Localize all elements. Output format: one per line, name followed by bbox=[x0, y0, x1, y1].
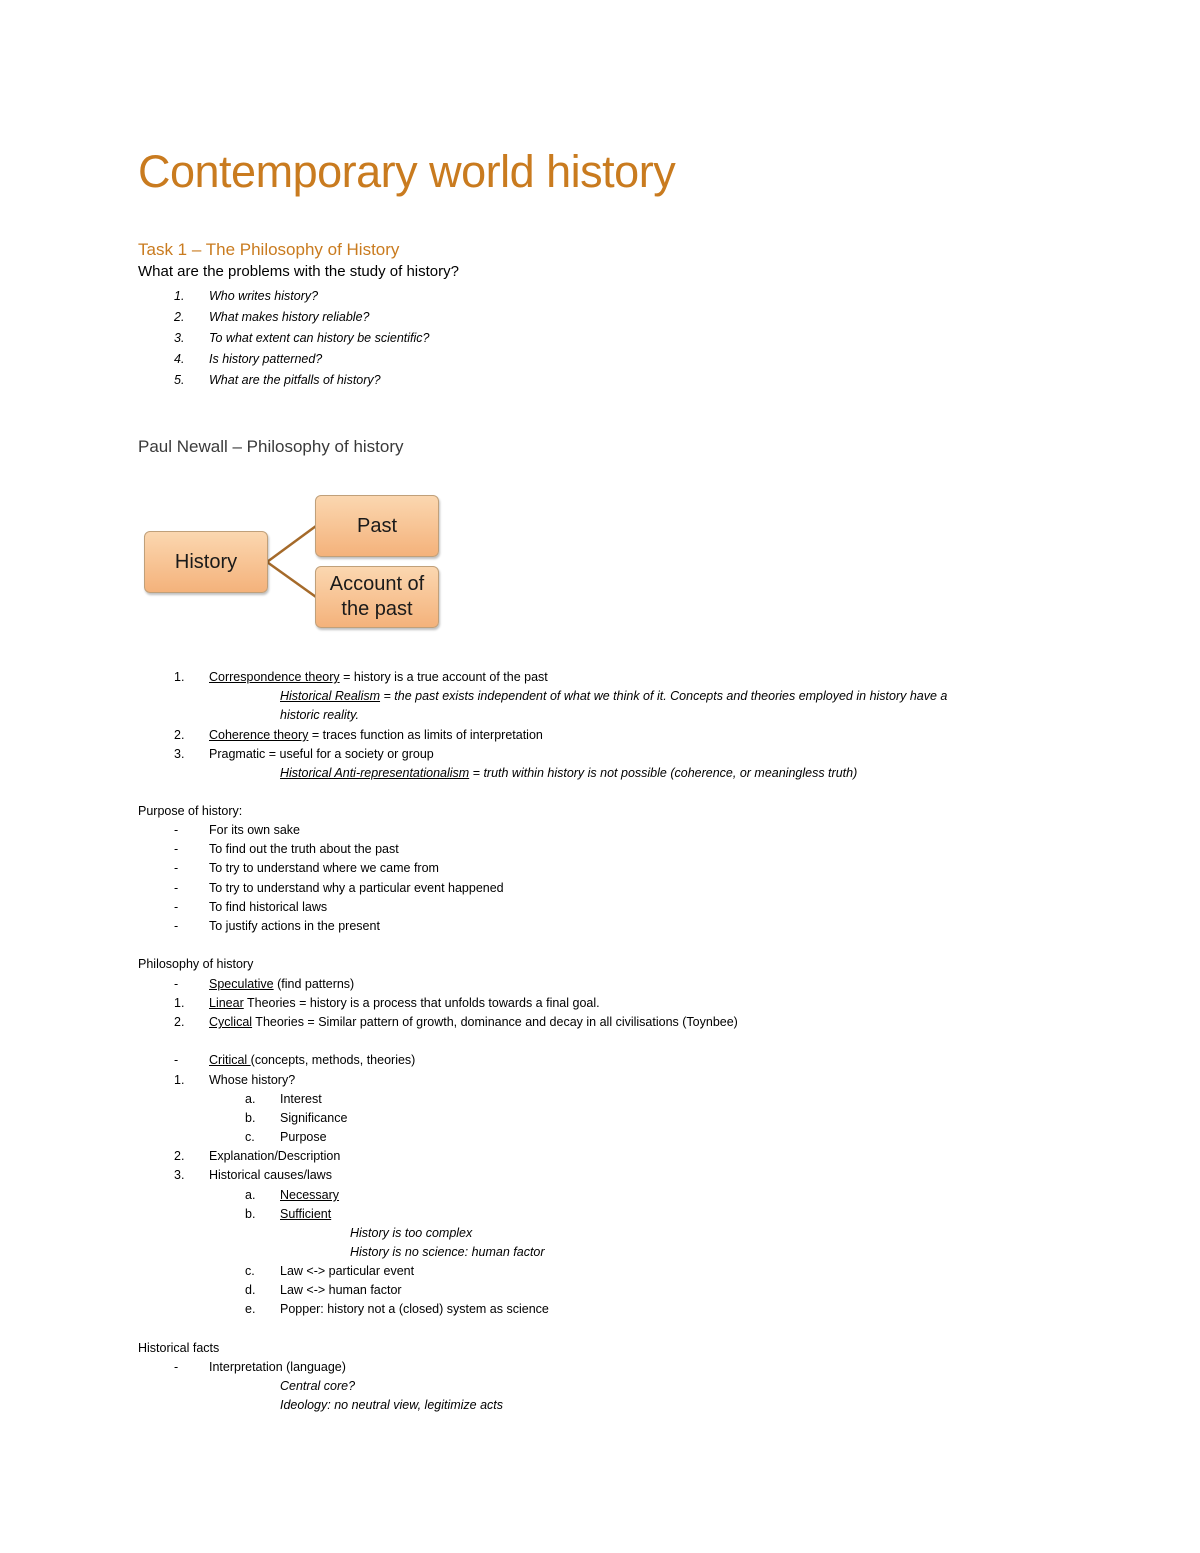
list-item-number: 2. bbox=[174, 1149, 185, 1163]
critical-item bbox=[209, 1053, 415, 1067]
sub-item-letter: d. bbox=[245, 1283, 256, 1297]
anti-definition: = truth within history is not possible (coherence, or meaningless truth) bbox=[469, 766, 858, 780]
theory-coherence bbox=[209, 728, 543, 742]
bullet-dash: - bbox=[174, 842, 179, 856]
diagram-connectors bbox=[0, 0, 1200, 700]
sub-item-letter: c. bbox=[245, 1130, 255, 1144]
ideology-note: Ideology: no neutral view, legitimize acts bbox=[280, 1398, 504, 1412]
critical-desc: (concepts, methods, theories) bbox=[250, 1053, 416, 1067]
list-item-number: 3. bbox=[174, 331, 185, 345]
bullet-dash: - bbox=[174, 1360, 179, 1374]
sub-item: Law <-> particular event bbox=[280, 1264, 415, 1278]
theory-term: Correspondence theory bbox=[209, 670, 340, 684]
list-item: What are the pitfalls of history? bbox=[209, 373, 381, 387]
central-note: Central core? bbox=[280, 1379, 356, 1393]
sub-item-letter: a. bbox=[245, 1092, 256, 1106]
sufficient-item: Sufficient bbox=[280, 1207, 332, 1221]
cyclical-item bbox=[209, 1015, 738, 1029]
realism-continuation: historic reality. bbox=[280, 708, 359, 722]
bullet-dash: - bbox=[174, 1053, 179, 1067]
noscience-note: History is no science: human factor bbox=[350, 1245, 545, 1259]
sub-item-letter: e. bbox=[245, 1302, 256, 1316]
sub-item-letter: b. bbox=[245, 1207, 256, 1221]
anti-representationalism bbox=[280, 766, 857, 780]
speculative-term: Speculative bbox=[209, 977, 274, 991]
speculative-item bbox=[209, 977, 354, 991]
sub-item-letter: a. bbox=[245, 1188, 256, 1202]
critical-term: Critical bbox=[209, 1053, 251, 1067]
theory-term: Coherence theory bbox=[209, 728, 309, 742]
complex-note: History is too complex bbox=[350, 1226, 473, 1240]
sub-item: Popper: history not a (closed) system as science bbox=[280, 1302, 549, 1316]
sub-item: Law <-> human factor bbox=[280, 1283, 402, 1297]
facts-heading: Historical facts bbox=[138, 1341, 220, 1355]
purpose-item: For its own sake bbox=[209, 823, 301, 837]
list-item-number: 3. bbox=[174, 1168, 185, 1182]
cyclical-term: Cyclical bbox=[209, 1015, 253, 1029]
sub-item: Significance bbox=[280, 1111, 348, 1125]
diagram-node-history: History bbox=[144, 531, 268, 593]
list-item: Who writes history? bbox=[209, 289, 319, 303]
sub-item: Purpose bbox=[280, 1130, 327, 1144]
bullet-dash: - bbox=[174, 977, 179, 991]
philosophy-heading: Philosophy of history bbox=[138, 957, 254, 971]
bullet-dash: - bbox=[174, 861, 179, 875]
speculative-desc: (find patterns) bbox=[273, 977, 355, 991]
explanation-item: Explanation/Description bbox=[209, 1149, 341, 1163]
page-title: Contemporary world history bbox=[138, 146, 676, 197]
list-item-number: 1. bbox=[174, 996, 185, 1010]
list-item-number: 2. bbox=[174, 310, 185, 324]
list-item-number: 4. bbox=[174, 352, 185, 366]
diagram-node-past: Past bbox=[315, 495, 439, 557]
purpose-heading: Purpose of history: bbox=[138, 804, 243, 818]
theory-definition: = history is a true account of the past bbox=[339, 670, 548, 684]
necessary-item: Necessary bbox=[280, 1188, 340, 1202]
list-item-number: 5. bbox=[174, 373, 185, 387]
newall-heading: Paul Newall – Philosophy of history bbox=[138, 437, 404, 456]
purpose-item: To find out the truth about the past bbox=[209, 842, 399, 856]
list-item-number: 1. bbox=[174, 289, 185, 303]
bullet-dash: - bbox=[174, 900, 179, 914]
list-item: To what extent can history be scientific? bbox=[209, 331, 430, 345]
linear-item bbox=[209, 996, 600, 1010]
bullet-dash: - bbox=[174, 919, 179, 933]
sub-item-letter: c. bbox=[245, 1264, 255, 1278]
realism-term: Historical Realism bbox=[280, 689, 381, 703]
list-item-number: 3. bbox=[174, 747, 185, 761]
anti-term: Historical Anti-representationalism bbox=[280, 766, 470, 780]
bullet-dash: - bbox=[174, 881, 179, 895]
theory-definition: = traces function as limits of interpretation bbox=[308, 728, 543, 742]
purpose-item: To justify actions in the present bbox=[209, 919, 380, 933]
sub-item: Interest bbox=[280, 1092, 322, 1106]
bullet-dash: - bbox=[174, 823, 179, 837]
causes-item: Historical causes/laws bbox=[209, 1168, 332, 1182]
list-item-number: 2. bbox=[174, 728, 185, 742]
task-question: What are the problems with the study of history? bbox=[138, 263, 459, 280]
theory-correspondence bbox=[209, 670, 548, 684]
facts-item: Interpretation (language) bbox=[209, 1360, 346, 1374]
realism-definition: = the past exists independent of what we think of it. Concepts and theories employed in history have a bbox=[380, 689, 948, 703]
sub-item-letter: b. bbox=[245, 1111, 256, 1125]
linear-desc: Theories = history is a process that unfolds towards a final goal. bbox=[243, 996, 600, 1010]
purpose-item: To find historical laws bbox=[209, 900, 328, 914]
purpose-item: To try to understand why a particular event happened bbox=[209, 881, 504, 895]
task-heading: Task 1 – The Philosophy of History bbox=[138, 240, 400, 259]
whose-item: Whose history? bbox=[209, 1073, 296, 1087]
list-item-number: 1. bbox=[174, 1073, 185, 1087]
linear-term: Linear bbox=[209, 996, 244, 1010]
list-item-number: 2. bbox=[174, 1015, 185, 1029]
diagram-node-account: Account of the past bbox=[315, 566, 439, 628]
theory-pragmatic: Pragmatic = useful for a society or group bbox=[209, 747, 434, 761]
list-item: What makes history reliable? bbox=[209, 310, 370, 324]
purpose-item: To try to understand where we came from bbox=[209, 861, 439, 875]
list-item-number: 1. bbox=[174, 670, 185, 684]
list-item: Is history patterned? bbox=[209, 352, 323, 366]
cyclical-desc: Theories = Similar pattern of growth, dominance and decay in all civilisations (Toynbee) bbox=[252, 1015, 738, 1029]
historical-realism bbox=[280, 689, 947, 703]
